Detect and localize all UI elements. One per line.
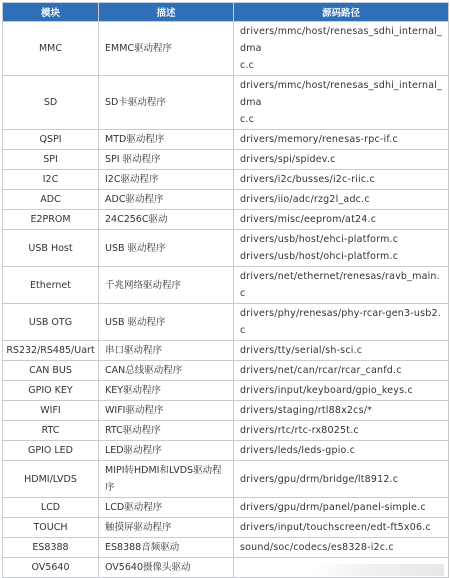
source-path-cell: [234, 538, 449, 558]
description-cell: MTD驱动程序: [99, 130, 234, 150]
table-row: [3, 401, 449, 421]
module-cell: CAN BUS: [3, 361, 99, 381]
source-path-line: drivers/rtc/rtc-rx8025t.c: [240, 425, 359, 436]
table-row: [3, 190, 449, 210]
description-cell: LCD驱动程序: [99, 498, 234, 518]
source-path-cell: [234, 381, 449, 401]
source-path-line: drivers/phy/renesas/phy-rcar-gen3-usb2.c: [240, 308, 441, 336]
source-path-cell: [234, 230, 449, 267]
header-module: 模块: [3, 3, 99, 22]
module-cell: MMC: [3, 22, 99, 76]
source-path-cell: [234, 76, 449, 130]
watermark: [314, 564, 444, 576]
table-row: [3, 361, 449, 381]
source-path-cell: [234, 441, 449, 461]
source-path-line: sound/soc/codecs/es8328-i2c.c: [240, 542, 394, 553]
description-cell: USB 驱动程序: [99, 304, 234, 341]
table-row: [3, 76, 449, 130]
source-path-line: drivers/spi/spidev.c: [240, 154, 336, 165]
table-body: [3, 22, 449, 578]
description-cell: ES8388音频驱动: [99, 538, 234, 558]
table-row: [3, 441, 449, 461]
module-cell: HDMI/LVDS: [3, 461, 99, 498]
header-source-path: 源码路径: [234, 3, 449, 22]
table-row: [3, 304, 449, 341]
table-row: [3, 498, 449, 518]
description-cell: LED驱动程序: [99, 441, 234, 461]
description-cell: SD卡驱动程序: [99, 76, 234, 130]
source-path-cell: [234, 341, 449, 361]
source-path-line: drivers/gpu/drm/panel/panel-simple.c: [240, 502, 426, 513]
description-cell: 串口驱动程序: [99, 341, 234, 361]
module-cell: LCD: [3, 498, 99, 518]
module-cell: USB OTG: [3, 304, 99, 341]
source-path-line: drivers/usb/host/ehci-platform.c: [240, 234, 399, 245]
source-path-line: drivers/net/ethernet/renesas/ravb_main.c: [240, 271, 440, 299]
table-row: [3, 210, 449, 230]
source-path-cell: [234, 304, 449, 341]
source-path-line: drivers/iio/adc/rzg2l_adc.c: [240, 194, 370, 205]
table-row: [3, 518, 449, 538]
description-cell: USB 驱动程序: [99, 230, 234, 267]
module-cell: Ethernet: [3, 267, 99, 304]
source-path-cell: [234, 498, 449, 518]
description-cell: CAN总线驱动程序: [99, 361, 234, 381]
module-cell: SPI: [3, 150, 99, 170]
table-header-row: [3, 3, 449, 22]
module-cell: TOUCH: [3, 518, 99, 538]
header-description: 描述: [99, 3, 234, 22]
description-cell: OV5640摄像头驱动: [99, 558, 234, 578]
table-row: [3, 381, 449, 401]
source-path-line: drivers/mmc/host/renesas_sdhi_internal_dma: [240, 26, 443, 54]
module-cell: WIFI: [3, 401, 99, 421]
driver-table-container: [2, 2, 448, 578]
module-cell: QSPI: [3, 130, 99, 150]
source-path-line: drivers/tty/serial/sh-sci.c: [240, 345, 363, 356]
table-row: [3, 421, 449, 441]
source-path-cell: [234, 421, 449, 441]
module-cell: ES8388: [3, 538, 99, 558]
description-cell: WIFI驱动程序: [99, 401, 234, 421]
source-path-cell: [234, 361, 449, 381]
source-path-cell: [234, 150, 449, 170]
source-path-line: drivers/input/touchscreen/edt-ft5x06.c: [240, 522, 431, 533]
source-path-line: c.c: [240, 60, 255, 71]
source-path-line: drivers/mmc/host/renesas_sdhi_internal_dma: [240, 80, 443, 108]
description-cell: KEY驱动程序: [99, 381, 234, 401]
description-cell: ADC驱动程序: [99, 190, 234, 210]
source-path-line: drivers/i2c/busses/i2c-riic.c: [240, 174, 375, 185]
description-cell: 24C256C驱动: [99, 210, 234, 230]
module-cell: ADC: [3, 190, 99, 210]
description-cell: 千兆网络驱动程序: [99, 267, 234, 304]
module-cell: GPIO KEY: [3, 381, 99, 401]
source-path-cell: [234, 401, 449, 421]
table-row: [3, 538, 449, 558]
description-cell: MIPI转HDMI和LVDS驱动程序: [99, 461, 234, 498]
module-cell: SD: [3, 76, 99, 130]
table-row: [3, 170, 449, 190]
source-path-line: drivers/usb/host/ohci-platform.c: [240, 251, 399, 262]
description-cell: I2C驱动程序: [99, 170, 234, 190]
description-cell: SPI 驱动程序: [99, 150, 234, 170]
source-path-line: drivers/misc/eeprom/at24.c: [240, 214, 377, 225]
module-cell: GPIO LED: [3, 441, 99, 461]
source-path-cell: [234, 267, 449, 304]
module-cell: RTC: [3, 421, 99, 441]
source-path-line: drivers/net/can/rcar/rcar_canfd.c: [240, 365, 402, 376]
source-path-cell: [234, 22, 449, 76]
source-path-cell: [234, 210, 449, 230]
description-cell: RTC驱动程序: [99, 421, 234, 441]
source-path-cell: [234, 461, 449, 498]
driver-table: [2, 2, 449, 578]
module-cell: I2C: [3, 170, 99, 190]
table-row: [3, 230, 449, 267]
source-path-line: drivers/gpu/drm/bridge/lt8912.c: [240, 473, 399, 485]
source-path-line: drivers/memory/renesas-rpc-if.c: [240, 134, 398, 145]
table-row: [3, 341, 449, 361]
table-row: [3, 22, 449, 76]
description-cell: 触摸屏驱动程序: [99, 518, 234, 538]
source-path-cell: [234, 130, 449, 150]
module-cell: RS232/RS485/Uart: [3, 341, 99, 361]
source-path-cell: [234, 518, 449, 538]
source-path-cell: [234, 190, 449, 210]
source-path-cell: [234, 170, 449, 190]
source-path-line: c.c: [240, 114, 255, 125]
module-cell: OV5640: [3, 558, 99, 578]
module-cell: USB Host: [3, 230, 99, 267]
module-cell: E2PROM: [3, 210, 99, 230]
table-row: [3, 267, 449, 304]
table-row: [3, 150, 449, 170]
source-path-line: drivers/input/keyboard/gpio_keys.c: [240, 385, 413, 396]
description-cell: EMMC驱动程序: [99, 22, 234, 76]
table-row: [3, 461, 449, 498]
source-path-line: drivers/leds/leds-gpio.c: [240, 445, 356, 456]
table-row: [3, 130, 449, 150]
source-path-line: drivers/staging/rtl88x2cs/*: [240, 405, 373, 416]
